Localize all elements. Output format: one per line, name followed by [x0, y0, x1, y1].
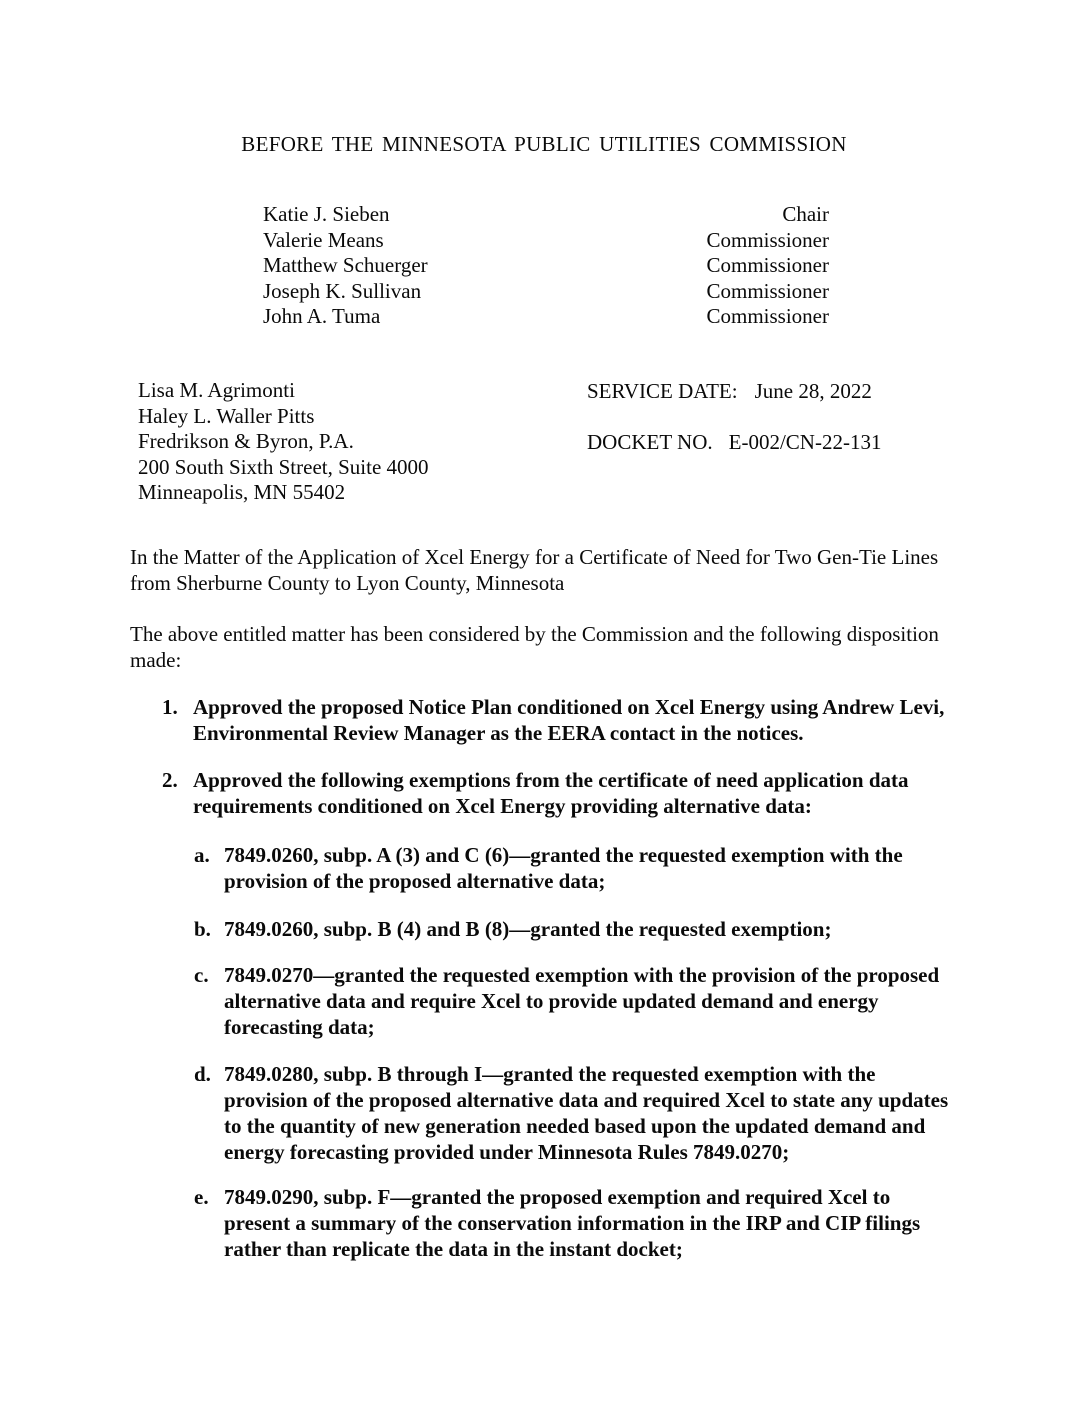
item-text: 7849.0280, subp. B through I—granted the requested exemption with the provision of the proposed alternative data and required Xcel to state any updates to the quantity of new generation needed based upon the updated demand and energy forecasting provided under Minnesota Rules 7849.0270;	[224, 1062, 949, 1164]
service-date-value: June 28, 2022	[754, 379, 872, 403]
commissioner-role: Commissioner	[706, 278, 829, 303]
filer-line: Minneapolis, MN 55402	[138, 480, 346, 504]
disposition-intro: The above entitled matter has been considered by the Commission and the following disposition made:	[130, 622, 939, 672]
item-text: 7849.0290, subp. F—granted the proposed exemption and required Xcel to present a summary of the conservation information in the IRP and CIP filings rather than replicate the data in the instant docket;	[224, 1185, 921, 1261]
filer-line: Lisa M. Agrimonti	[138, 378, 295, 402]
commissioner-name: John A. Tuma	[263, 304, 381, 329]
commissioner-row	[263, 304, 829, 330]
commissioner-name: Valerie Means	[263, 227, 384, 252]
document-title: BEFORE THE MINNESOTA PUBLIC UTILITIES COMMISSION	[241, 132, 847, 156]
commissioner-row	[263, 202, 829, 228]
filer-address-block	[138, 378, 429, 506]
item-text: Approved the following exemptions from the certificate of need application data requirements conditioned on Xcel Energy providing alternative data:	[193, 768, 909, 818]
item-text: 7849.0260, subp. A (3) and C (6)—granted the requested exemption with the provision of the proposed alternative data;	[224, 843, 903, 893]
docket-number-value: E-002/CN-22-131	[728, 430, 882, 454]
commissioner-name: Katie J. Sieben	[263, 202, 390, 226]
commissioner-name: Matthew Schuerger	[263, 253, 428, 278]
matter-caption: In the Matter of the Application of Xcel Energy for a Certificate of Need for Two Gen-Tie Lines from Sherburne County to Lyon County, Minnesota	[130, 545, 939, 595]
commissioner-row	[263, 253, 829, 279]
commissioner-role: Commissioner	[706, 304, 829, 329]
item-text: Approved the proposed Notice Plan conditioned on Xcel Energy using Andrew Levi, Environmental Review Manager as the EERA contact in the notices.	[193, 695, 945, 745]
commissioner-role: Chair	[782, 202, 829, 226]
commissioner-role: Commissioner	[706, 227, 829, 252]
item-number: 2.	[162, 768, 178, 792]
item-letter: e.	[194, 1185, 209, 1209]
commissioners-list	[263, 202, 829, 330]
item-text: 7849.0260, subp. B (4) and B (8)—granted the requested exemption;	[224, 917, 832, 941]
service-date-label: SERVICE DATE:	[587, 379, 738, 403]
filer-line: Fredrikson & Byron, P.A.	[138, 429, 354, 453]
docket-number-label: DOCKET NO.	[587, 430, 713, 454]
filer-line: 200 South Sixth Street, Suite 4000	[138, 454, 429, 479]
commissioner-role: Commissioner	[706, 253, 829, 278]
item-letter: a.	[194, 843, 210, 867]
item-number: 1.	[162, 695, 178, 719]
commissioner-row	[263, 279, 829, 305]
service-date-line	[587, 378, 872, 404]
item-text: 7849.0270—granted the requested exemption with the provision of the proposed alternative data and require Xcel to provide updated demand and energy forecasting data;	[224, 963, 940, 1039]
filer-line: Haley L. Waller Pitts	[138, 403, 315, 428]
docket-line	[587, 429, 881, 455]
item-letter: d.	[194, 1062, 211, 1086]
item-letter: c.	[194, 963, 209, 987]
commissioner-name: Joseph K. Sullivan	[263, 278, 422, 303]
commissioner-row	[263, 228, 829, 254]
item-letter: b.	[194, 917, 211, 941]
